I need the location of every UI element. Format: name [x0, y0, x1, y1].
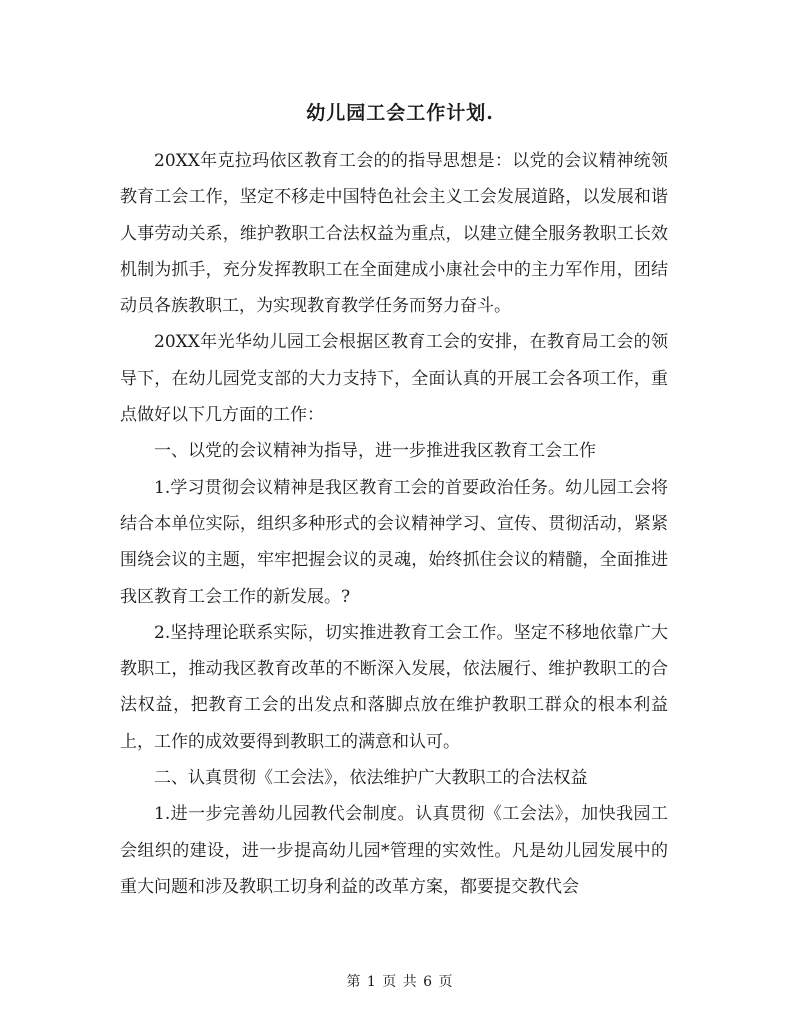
document-body — [120, 143, 668, 905]
paragraph-item-2-1: 1.进一步完善幼儿园教代会制度。认真贯彻《工会法》，加快我园工会组织的建设，进一步提高幼儿园*管理的实效性。凡是幼儿园发展中的重大问题和涉及教职工切身利益的改革方案，都要提交教代会 — [120, 804, 668, 897]
paragraph-kindergarten-plan: 20XX年光华幼儿园工会根据区教育工会的安排，在教育局工会的领导下，在幼儿园党支部的大力支持下，全面认真的开展工会各项工作，重点做好以下几方面的工作： — [120, 332, 668, 426]
paragraph-item-1-2: 2.坚持理论联系实际，切实推进教育工会工作。坚定不移地依靠广大教职工，推动我区教育改革的不断深入发展，依法履行、维护教职工的合法权益，把教育工会的出发点和落脚点放在维护教职工群众的根本利益上，工作的成效要得到教职工的满意和认可。 — [120, 622, 668, 752]
paragraph-item-1-1: 1.学习贯彻会议精神是我区教育工会的首要政治任务。幼儿园工会将结合本单位实际，组织多种形式的会议精神学习、宣传、贯彻活动，紧紧围绕会议的主题，牢牢把握会议的灵魂，始终抓住会议的精髓，全面推进我区教育工会工作的新发展。? — [120, 477, 668, 607]
section-heading-1: 一、以党的会议精神为指导，进一步推进我区教育工会工作 — [154, 441, 596, 462]
page-footer: 第 1 页 共 6 页 — [346, 974, 454, 990]
section-heading-2: 二、认真贯彻《工会法》，依法维护广大教职工的合法权益 — [154, 768, 588, 789]
paragraph-guiding-thought: 20XX年克拉玛依区教育工会的的指导思想是：以党的会议精神统领教育工会工作，坚定不移走中国特色社会主义工会发展道路，以发展和谐人事劳动关系，维护教职工合法权益为重点，以建立健全服务教职工长效机制为抓手，充分发挥教职工在全面建成小康社会中的主力军作用，团结动员各族教职工，为实现教育教学任务而努力奋斗。 — [120, 151, 668, 317]
document-title: 幼儿园工会工作计划. — [306, 102, 494, 124]
